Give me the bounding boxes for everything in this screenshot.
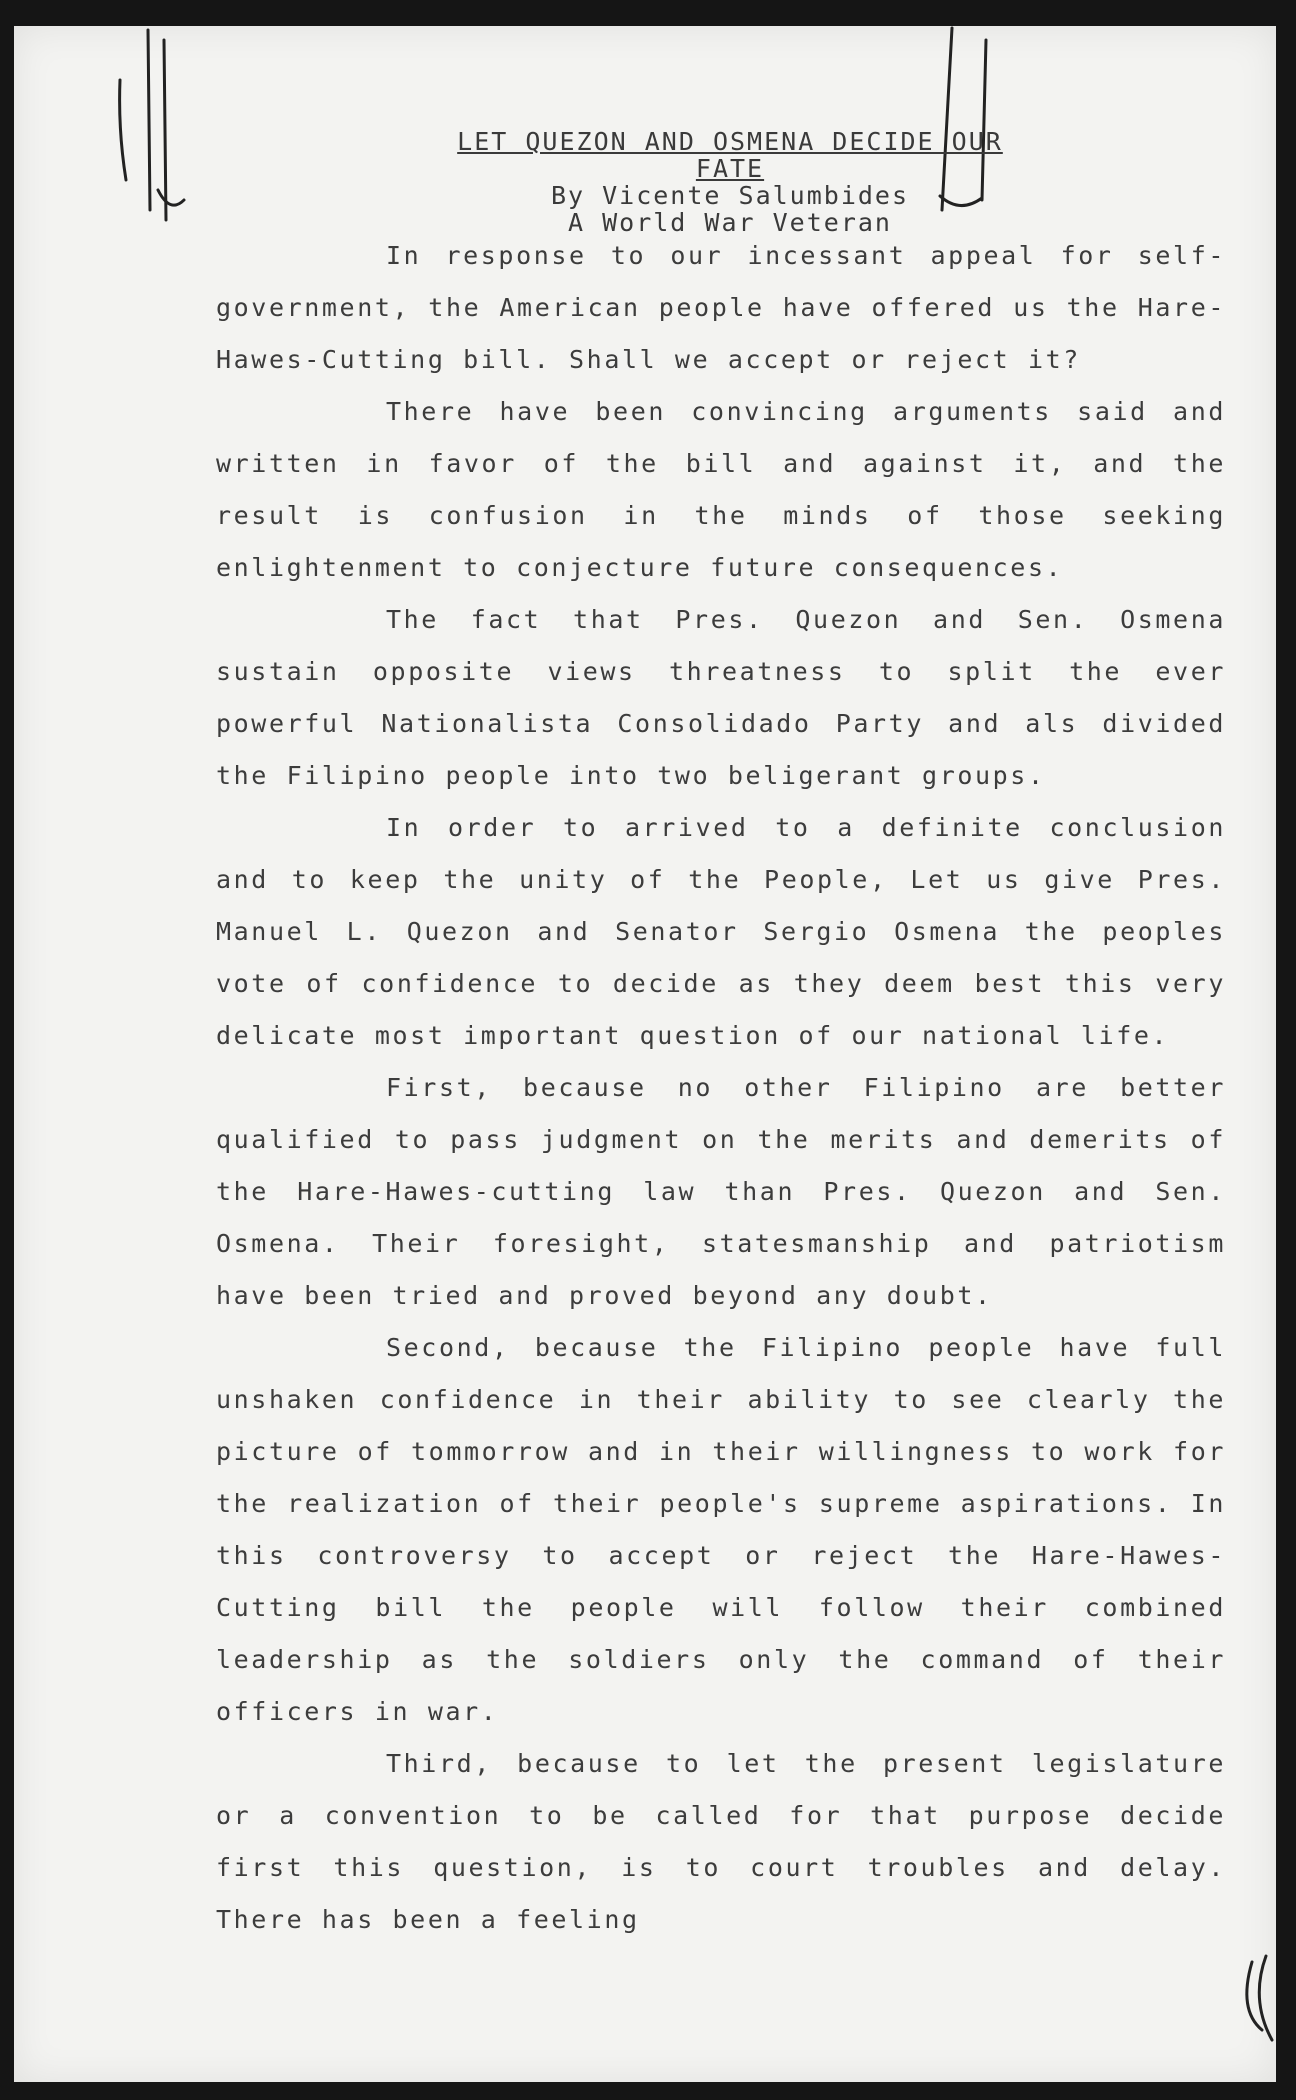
paragraph: In response to our incessant appeal for self-government, the American people have offered us the Hare-Hawes-Cutting bill. Shall we accept or reject it? xyxy=(216,241,1226,374)
paragraph: The fact that Pres. Quezon and Sen. Osmena sustain opposite views threatness to split the ever powerful Nationalista Consolidado Party and als divided the Filipino people into two beligerant groups. xyxy=(216,605,1226,790)
document-heading xyxy=(420,128,1040,236)
byline: By Vicente Salumbides xyxy=(550,181,910,210)
paragraph: In order to arrived to a definite conclusion and to keep the unity of the People, Let us give Pres. Manuel L. Quezon and Senator Sergio Osmena the peoples vote of confidence to decide as they deem best this very delicate most important question of our national life. xyxy=(216,813,1226,1050)
paragraph: Third, because to let the present legislature or a convention to be called for that purpose decide first this question, is to court troubles and delay. There has been a feeling xyxy=(216,1749,1226,1934)
paragraph: There have been convincing arguments said and written in favor of the bill and against it, and the result is confusion in the minds of those seeking enlightenment to conjecture future consequences. xyxy=(216,397,1226,582)
paragraph: First, because no other Filipino are better qualified to pass judgment on the merits and demerits of the Hare-Hawes-cutting law than Pres. Quezon and Sen. Osmena. Their foresight, statesmanship and patriotism have been tried and proved beyond any doubt. xyxy=(216,1073,1226,1310)
subtitle: A World War Veteran xyxy=(568,208,892,237)
document-title: LET QUEZON AND OSMENA DECIDE OUR FATE xyxy=(457,127,1003,183)
margin-stroke-left xyxy=(148,30,150,210)
document-body xyxy=(216,230,1226,1946)
paragraph: Second, because the Filipino people have full unshaken confidence in their ability to see clearly the picture of tommorrow and in their willingness to work for the realization of their people's supreme aspirations. In this controversy to accept or reject the Hare-Hawes- Cutting bill the people will follow their combined leadership as the soldiers only the command of their officers in war. xyxy=(216,1333,1226,1726)
